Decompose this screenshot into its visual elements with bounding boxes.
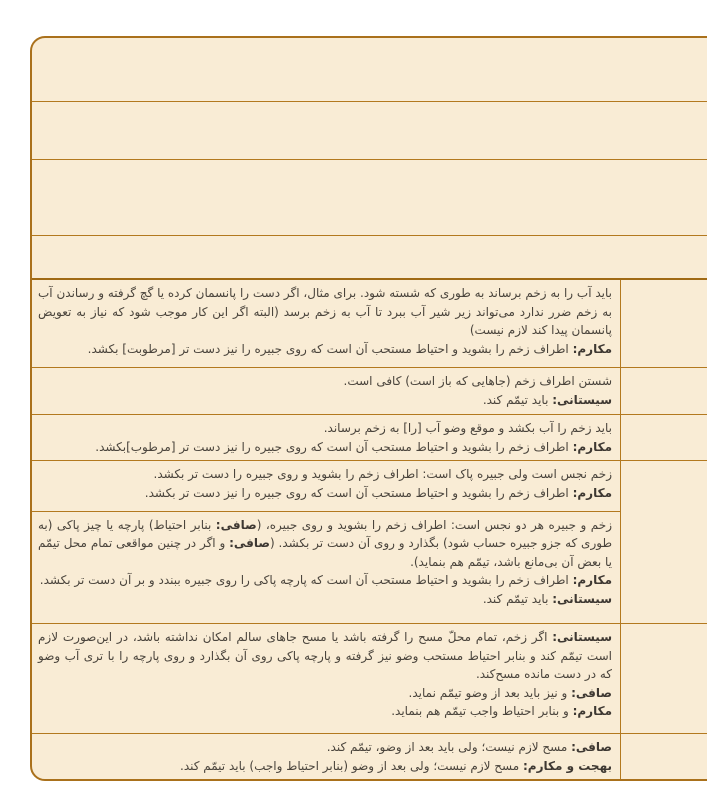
row-wound-and-jabira-both-najis xyxy=(32,511,620,623)
ruling-paragraph xyxy=(38,571,612,590)
empty-header-row xyxy=(32,101,707,159)
marja-label: سیستانی: xyxy=(552,592,612,607)
ruling-text: شستن اطراف زخم (جاهایی که باز است) کافی است. xyxy=(343,374,612,388)
table-row-group xyxy=(32,460,707,623)
empty-header-row xyxy=(32,38,707,101)
ruling-paragraph xyxy=(38,391,612,410)
ruling-text: مسح لازم نیست؛ ولی بعد از وضو (بنابر احتیاط واجب) باید تیمّم کند. xyxy=(180,758,523,773)
ruling-paragraph xyxy=(38,419,612,438)
ruling-text: اطراف زخم را بشوید و احتیاط مستحب آن است که روی جبیره را نیز دست تر بکشد. xyxy=(144,485,573,500)
ruling-text: باید زخم را آب بکشد و موقع وضو آب [را] به زخم برساند. xyxy=(323,421,612,435)
marja-label: سیستانی: xyxy=(552,630,612,644)
ruling-text: اطراف زخم را بشوید و احتیاط مستحب آن است که پارچه پاکی را روی جبیره ببندد و بر آن دست تر بکشد. xyxy=(39,573,573,588)
ruling-paragraph xyxy=(38,684,612,703)
ruling-paragraph xyxy=(38,465,612,484)
ruling-text: و نیز باید بعد از وضو تیمّم نماید. xyxy=(408,685,572,700)
ruling-text: مسح لازم نیست؛ ولی باید بعد از وضو، تیمّم کند. xyxy=(326,740,572,754)
marja-label: صافی: xyxy=(215,517,257,532)
side-cell-empty xyxy=(620,280,707,367)
table-row xyxy=(32,733,707,780)
row-washing-around-wound-sufficient xyxy=(32,368,620,414)
marja-label: صافی: xyxy=(571,740,612,754)
table-row xyxy=(32,278,707,367)
ruling-paragraph xyxy=(38,590,612,609)
marja-label: مکارم: xyxy=(572,573,612,588)
row-masah-not-required xyxy=(32,734,620,780)
marja-label: مکارم: xyxy=(572,439,612,454)
table-row xyxy=(32,367,707,414)
marja-label: بهجت و مکارم: xyxy=(522,758,612,773)
side-cell-empty xyxy=(620,461,707,623)
row-group-left-stack xyxy=(32,461,620,623)
marja-label: صافی: xyxy=(229,536,270,551)
table-row xyxy=(32,414,707,460)
ruling-text: بنابر احتیاط) پارچه یا چیز پاکی (به طوری که جزو جبیره حساب شود) بگذارد و روی آن دست تر بکشد. ( xyxy=(38,517,612,551)
ruling-paragraph xyxy=(38,284,612,340)
ruling-text: و اگر در چنین مواقعی تمام محل تیمّم یا بعض آن بی‌مانع باشد، تیمّم هم بنماید). xyxy=(38,536,612,569)
side-cell-empty xyxy=(620,734,707,780)
side-cell-empty xyxy=(620,368,707,414)
ruling-paragraph xyxy=(38,340,612,359)
ruling-paragraph xyxy=(38,757,612,776)
side-cell-empty xyxy=(620,624,707,733)
ruling-text: و بنابر احتیاط واجب تیمّم هم بنماید. xyxy=(391,704,573,719)
ruling-text: اطراف زخم را بشوید و احتیاط مستحب آن است که روی جبیره را نیز دست تر [مرطوبت] بکشد. xyxy=(87,341,573,356)
ruling-text: باید آب را به زخم برساند به طوری که شسته شود. برای مثال، اگر دست را پانسمان کرده یا گچ گرفته و رساندن آب به زخم ضرر ندارد می‌تواند زیر شیر آب ببرد تا آب به زخم برسد (البته اگر این کار موجب شود که نیاز به تعویض پانسمان پیدا کند لازم نیست) xyxy=(38,286,612,338)
row-water-must-reach-wound xyxy=(32,280,620,367)
side-cell-empty xyxy=(620,415,707,460)
marja-label: صافی: xyxy=(571,685,612,700)
ruling-text: باید تیمّم کند. xyxy=(482,592,553,607)
ruling-paragraph xyxy=(38,372,612,391)
row-wash-wound-with-water xyxy=(32,415,620,460)
jabira-rulings-table xyxy=(30,36,707,781)
marja-label: مکارم: xyxy=(572,704,612,719)
row-wound-najis-jabira-pak xyxy=(32,461,620,511)
row-wound-covers-masah-area xyxy=(32,624,620,733)
ruling-paragraph xyxy=(38,438,612,457)
table-row xyxy=(32,623,707,733)
marja-label: مکارم: xyxy=(572,485,612,500)
empty-header-row xyxy=(32,159,707,235)
marja-label: سیستانی: xyxy=(552,392,612,407)
ruling-paragraph xyxy=(38,516,612,572)
ruling-text: زخم نجس است ولی جبیره پاک است: اطراف زخم را بشوید و روی جبیره را دست تر بکشد. xyxy=(153,467,612,481)
marja-label: مکارم: xyxy=(572,341,612,356)
ruling-text: زخم و جبیره هر دو نجس است: اطراف زخم را بشوید و روی جبیره، ( xyxy=(256,517,612,532)
ruling-paragraph xyxy=(38,484,612,503)
ruling-text: باید تیمّم کند. xyxy=(482,392,553,407)
ruling-text: اگر زخم، تمام محلّ مسح را گرفته باشد یا مسح جاهای سالم امکان نداشته باشد، در این‌صورت لازم است تیمّم کند و بنابر احتیاط مستحب وضو نیز گرفته و پارچه پاکی روی آن بگذارد و روی پارچه را با تری آب وضو که در دست مانده مسح‌کند. xyxy=(38,630,612,682)
ruling-text: اطراف زخم را بشوید و احتیاط مستحب آن است که روی جبیره را نیز دست تر [مرطوب]بکشد. xyxy=(95,439,573,454)
empty-header-row xyxy=(32,235,707,278)
ruling-paragraph xyxy=(38,738,612,757)
ruling-paragraph xyxy=(38,628,612,684)
ruling-paragraph xyxy=(38,702,612,721)
